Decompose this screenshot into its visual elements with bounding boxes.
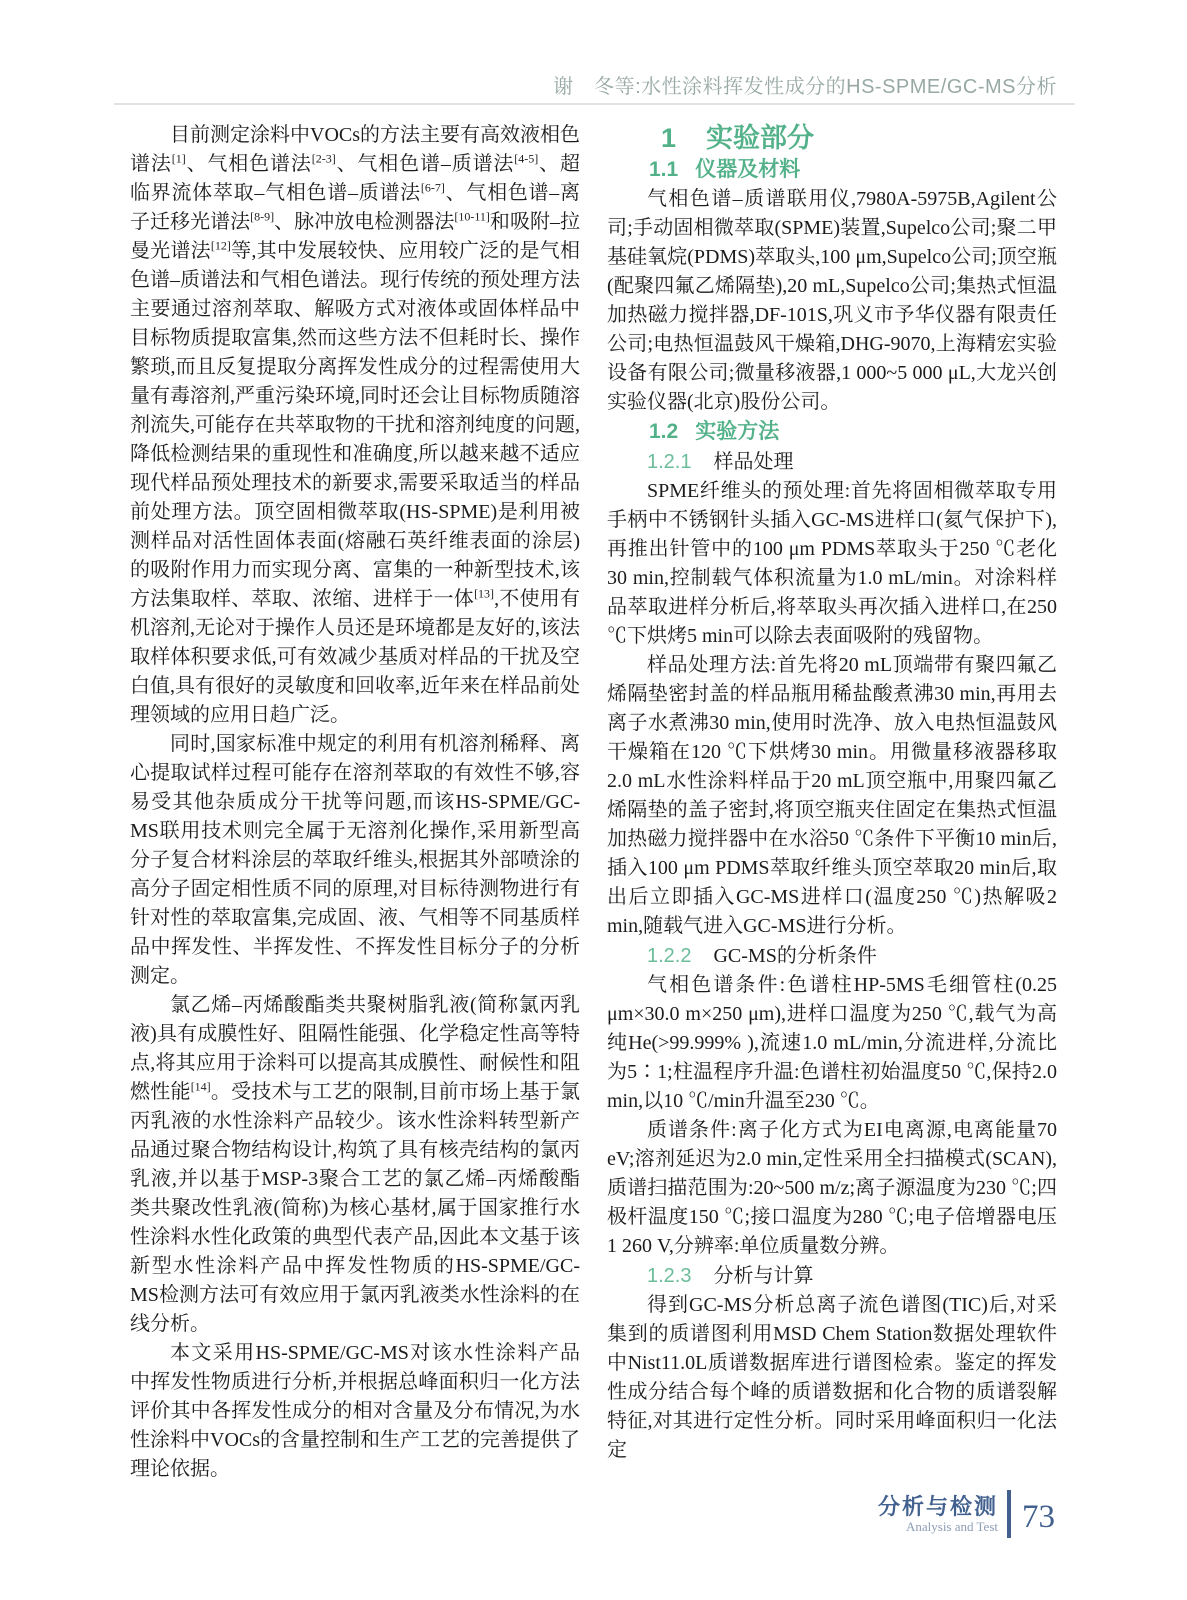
paragraph-spme-pretreatment: SPME纤维头的预处理:首先将固相微萃取专用手柄中不锈钢针头插入GC-MS进样口(氦气保护下),再推出针管中的100 μm PDMS萃取头于250 ℃老化30 min,控制载气体积流量为1.0 mL/min。对涂料样品萃取进样分析后,将萃取头再次插入进样口,在250 ℃下烘烤5 min可以除去表面吸附的残留物。 bbox=[607, 480, 1057, 647]
header-divider bbox=[114, 103, 1075, 105]
section-number: 1.1 bbox=[649, 158, 679, 181]
footer-section-name-en: Analysis and Test bbox=[905, 1518, 998, 1534]
paragraph-emulsion: 氯乙烯–丙烯酸酯类共聚树脂乳液(简称氯丙乳液)具有成膜性好、阻隔性能强、化学稳定性高等特点,将其应用于涂料可以提高其成膜性、耐候性和阻燃性能[14]。受技术与工艺的限制,目前市场上基于氯丙乳液的水性涂料产品较少。该水性涂料转型新产品通过聚合物结构设计,构筑了具有核壳结构的氯丙乳液,并以基于MSP-3聚合工艺的氯乙烯–丙烯酸酯类共聚改性乳液(简称)为核心基材,属于国家推行水性涂料水性化政策的典型代表产品,因此本文基于该新型水性涂料产品中挥发性物质的HS-SPME/GC-MS检测方法可有效应用于氯丙乳液类水性涂料的在线分析。 bbox=[130, 994, 581, 1335]
paragraph-instruments: 气相色谱–质谱联用仪,7980A-5975B,Agilent公司;手动固相微萃取(SPME)装置,Supelco公司;聚二甲基硅氧烷(PDMS)萃取头,100 μm,Supelco公司;顶空瓶(配聚四氟乙烯隔垫),20 mL,Supelco公司;集热式恒温加热磁力搅拌器,DF-101S,巩义市予华仪器有限责任公司;电热恒温鼓风干燥箱,DHG-9070,上海精宏实验设备有限公司;微量移液器,1 000~5 000 μL,大龙兴创实验仪器(北京)股份公司。 bbox=[607, 188, 1057, 413]
section-title: 实验方法 bbox=[695, 420, 780, 443]
paragraph-analysis-calc: 得到GC-MS分析总离子流色谱图(TIC)后,对采集到的质谱图利用MSD Chem Station数据处理软件中Nist11.0L质谱数据库进行谱图检索。鉴定的挥发性成分结合每个峰的质谱数据和化合物的质谱裂解特征,对其进行定性分析。同时采用峰面积归一化法定 bbox=[607, 1294, 1057, 1461]
section-number: 1.2.1 bbox=[647, 451, 692, 473]
section-title: GC-MS的分析条件 bbox=[713, 945, 877, 967]
section-heading-experiment bbox=[607, 121, 1057, 155]
subsubsection-heading-gcms-conditions bbox=[607, 941, 1057, 971]
paragraph-sample-handling: 样品处理方法:首先将20 mL顶端带有聚四氟乙烯隔垫密封盖的样品瓶用稀盐酸煮沸30 min,再用去离子水煮沸30 min,使用时洗净、放入电热恒温鼓风干燥箱在120 ℃下烘烤30 min。用微量移液器移取2.0 mL水性涂料样品于20 mL顶空瓶中,用聚四氟乙烯隔垫的盖子密封,将顶空瓶夹住固定在集热式恒温加热磁力搅拌器中在水浴50 ℃条件下平衡10 min后,插入100 μm PDMS萃取纤维头顶空萃取20 min后,取出后立即插入GC-MS进样口(温度250 ℃)热解吸2 min,随载气进入GC-MS进行分析。 bbox=[607, 654, 1057, 937]
page-footer bbox=[878, 1490, 1055, 1538]
right-column bbox=[607, 121, 1057, 1484]
section-number: 1.2.2 bbox=[647, 945, 692, 967]
footer-divider-bar bbox=[1007, 1490, 1011, 1538]
footer-section-labels bbox=[878, 1494, 998, 1535]
subsubsection-heading-sample-prep bbox=[607, 447, 1057, 477]
section-title: 实验部分 bbox=[706, 123, 815, 153]
section-number: 1.2.3 bbox=[647, 1265, 692, 1287]
paragraph-ms-conditions: 质谱条件:离子化方式为EI电离源,电离能量70 eV;溶剂延迟为2.0 min,定性采用全扫描模式(SCAN),质谱扫描范围为:20~500 m/z;离子源温度为230 ℃;四极杆温度150 ℃;接口温度为280 ℃;电子倍增器电压1 260 V,分辨率:单位质量数分辨。 bbox=[607, 1119, 1057, 1257]
footer-section-name-cn: 分析与检测 bbox=[877, 1493, 998, 1519]
running-title: 谢 冬等:水性涂料挥发性成分的HS-SPME/GC-MS分析 bbox=[553, 76, 1057, 98]
section-title: 仪器及材料 bbox=[695, 158, 801, 181]
left-column bbox=[130, 121, 580, 1484]
page-number: 73 bbox=[1022, 1498, 1055, 1535]
section-title: 样品处理 bbox=[713, 451, 794, 473]
paragraph-national-standard: 同时,国家标准中规定的利用有机溶剂稀释、离心提取试样过程可能存在溶剂萃取的有效性不够,容易受其他杂质成分干扰等问题,而该HS-SPME/GC-MS联用技术则完全属于无溶剂化操作,采用新型高分子复合材料涂层的萃取纤维头,根据其外部喷涂的高分子固定相性质不同的原理,对目标待测物进行有针对性的萃取富集,完成固、液、气相等不同基质样品中挥发性、半挥发性、不挥发性目标分子的分析测定。 bbox=[130, 733, 580, 987]
content-columns bbox=[130, 121, 1057, 1484]
subsection-heading-methods bbox=[607, 417, 1057, 447]
paragraph-intro-methods: 目前测定涂料中VOCs的方法主要有高效液相色谱法[1]、气相色谱法[2-3]、气相色谱–质谱法[4-5]、超临界流体萃取–气相色谱–质谱法[6-7]、气相色谱–离子迁移光谱法[8-9]、脉冲放电检测器法[10-11]和吸附–拉曼光谱法[12]等,其中发展较快、应用较广泛的是气相色谱–质谱法和气相色谱法。现行传统的预处理方法主要通过溶剂萃取、解吸方式对液体或固体样品中目标物质提取富集,然而这些方法不但耗时长、操作繁琐,而且反复提取分离挥发性成分的过程需使用大量有毒溶剂,严重污染环境,同时还会让目标物质随溶剂流失,可能存在共萃取物的干扰和溶剂纯度的问题,降低检测结果的重现性和准确度,所以越来越不适应现代样品预处理技术的新要求,需要采取适当的样品前处理方法。顶空固相微萃取(HS-SPME)是利用被测样品对活性固体表面(熔融石英纤维表面的涂层)的吸附作用力而实现分离、富集的一种新型技术,该方法集取样、萃取、浓缩、进样于一体[13],不使用有机溶剂,无论对于操作人员还是环境都是友好的,该法取样体积要求低,可有效减少基质对样品的干扰及空白值,具有很好的灵敏度和回收率,近年来在样品前处理领域的应用日趋广泛。 bbox=[130, 124, 581, 726]
section-number: 1.2 bbox=[649, 420, 679, 443]
subsubsection-heading-analysis-calc bbox=[607, 1261, 1057, 1291]
paragraph-gc-conditions: 气相色谱条件:色谱柱HP-5MS毛细管柱(0.25 μm×30.0 m×250 μm),进样口温度为250 ℃,载气为高纯He(>99.999% ),流速1.0 mL/min,分流进样,分流比为5∶1;柱温程序升温:色谱柱初始温度50 ℃,保持2.0 min,以10 ℃/min升温至230 ℃。 bbox=[607, 974, 1057, 1112]
section-title: 分析与计算 bbox=[713, 1265, 814, 1287]
subsection-heading-instruments bbox=[607, 155, 1057, 185]
paragraph-this-work: 本文采用HS-SPME/GC-MS对该水性涂料产品中挥发性物质进行分析,并根据总峰面积归一化方法评价其中各挥发性成分的相对含量及分布情况,为水性涂料中VOCs的含量控制和生产工艺的完善提供了理论依据。 bbox=[130, 1342, 581, 1480]
running-header bbox=[130, 70, 1057, 99]
section-number: 1 bbox=[661, 123, 677, 153]
